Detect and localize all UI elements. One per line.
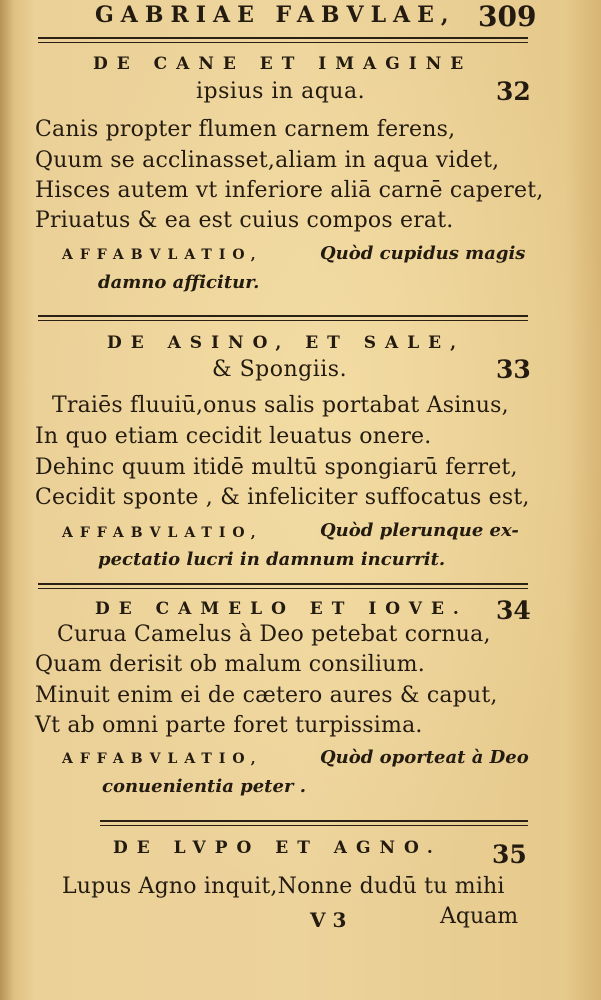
verse-line: Canis propter flumen carnem ferens, bbox=[35, 117, 456, 142]
moral-text: damno afficitur. bbox=[98, 272, 260, 293]
section-rule bbox=[38, 583, 528, 585]
fable-number: 32 bbox=[496, 77, 531, 106]
verse-line: Quum se acclinasset,aliam in aqua videt, bbox=[35, 148, 500, 173]
fable-number: 33 bbox=[496, 355, 531, 384]
page-gutter-shadow bbox=[0, 0, 14, 1000]
fable-title: DE CANE ET IMAGINE bbox=[93, 54, 473, 74]
verse-line: Hisces autem vt inferiore aliā carnē caperet, bbox=[35, 178, 544, 203]
moral-label: AFFABVLATIO, bbox=[62, 525, 263, 541]
page-number: 309 bbox=[478, 0, 537, 33]
verse-line: Curua Camelus à Deo petebat cornua, bbox=[57, 622, 491, 647]
fable-number: 34 bbox=[496, 596, 531, 625]
verse-line: Dehinc quum itidē multū spongiarū ferret, bbox=[35, 455, 518, 480]
running-head: GABRIAE FABVLAE, bbox=[95, 2, 456, 28]
verse-line: Traiēs fluuiū,onus salis portabat Asinus, bbox=[52, 393, 509, 418]
verse-line: Cecidit sponte , & infeliciter suffocatus est, bbox=[35, 485, 530, 510]
verse-line: Vt ab omni parte foret turpissima. bbox=[35, 713, 423, 738]
catchword: Aquam bbox=[440, 904, 519, 929]
verse-line: Quam derisit ob malum consilium. bbox=[35, 652, 425, 677]
moral-label: AFFABVLATIO, bbox=[62, 247, 263, 263]
fable-title-continuation: & Spongiis. bbox=[212, 357, 348, 382]
moral-text: Quòd plerunque ex- bbox=[320, 520, 519, 541]
moral-text: Quòd cupidus magis bbox=[320, 243, 526, 264]
moral-text: conuenientia peter . bbox=[102, 776, 306, 797]
section-rule bbox=[100, 820, 528, 822]
header-rule bbox=[38, 37, 528, 39]
moral-label: AFFABVLATIO, bbox=[62, 751, 263, 767]
verse-line: In quo etiam cecidit leuatus onere. bbox=[35, 424, 432, 449]
fable-title: DE LVPO ET AGNO. bbox=[113, 838, 442, 858]
verse-line: Priuatus & ea est cuius compos erat. bbox=[35, 208, 454, 233]
verse-line: Lupus Agno inquit,Nonne dudū tu mihi bbox=[62, 874, 505, 899]
fable-title: DE ASINO, ET SALE, bbox=[107, 333, 466, 353]
moral-text: Quòd oporteat à Deo bbox=[320, 747, 529, 768]
fable-number: 35 bbox=[492, 840, 527, 869]
moral-text: pectatio lucri in damnum incurrit. bbox=[98, 549, 446, 570]
fable-title-continuation: ipsius in aqua. bbox=[196, 79, 366, 104]
section-rule bbox=[38, 315, 528, 317]
fable-title: DE CAMELO ET IOVE. bbox=[95, 599, 468, 619]
verse-line: Minuit enim ei de cætero aures & caput, bbox=[35, 683, 498, 708]
signature-mark: V 3 bbox=[310, 908, 347, 932]
